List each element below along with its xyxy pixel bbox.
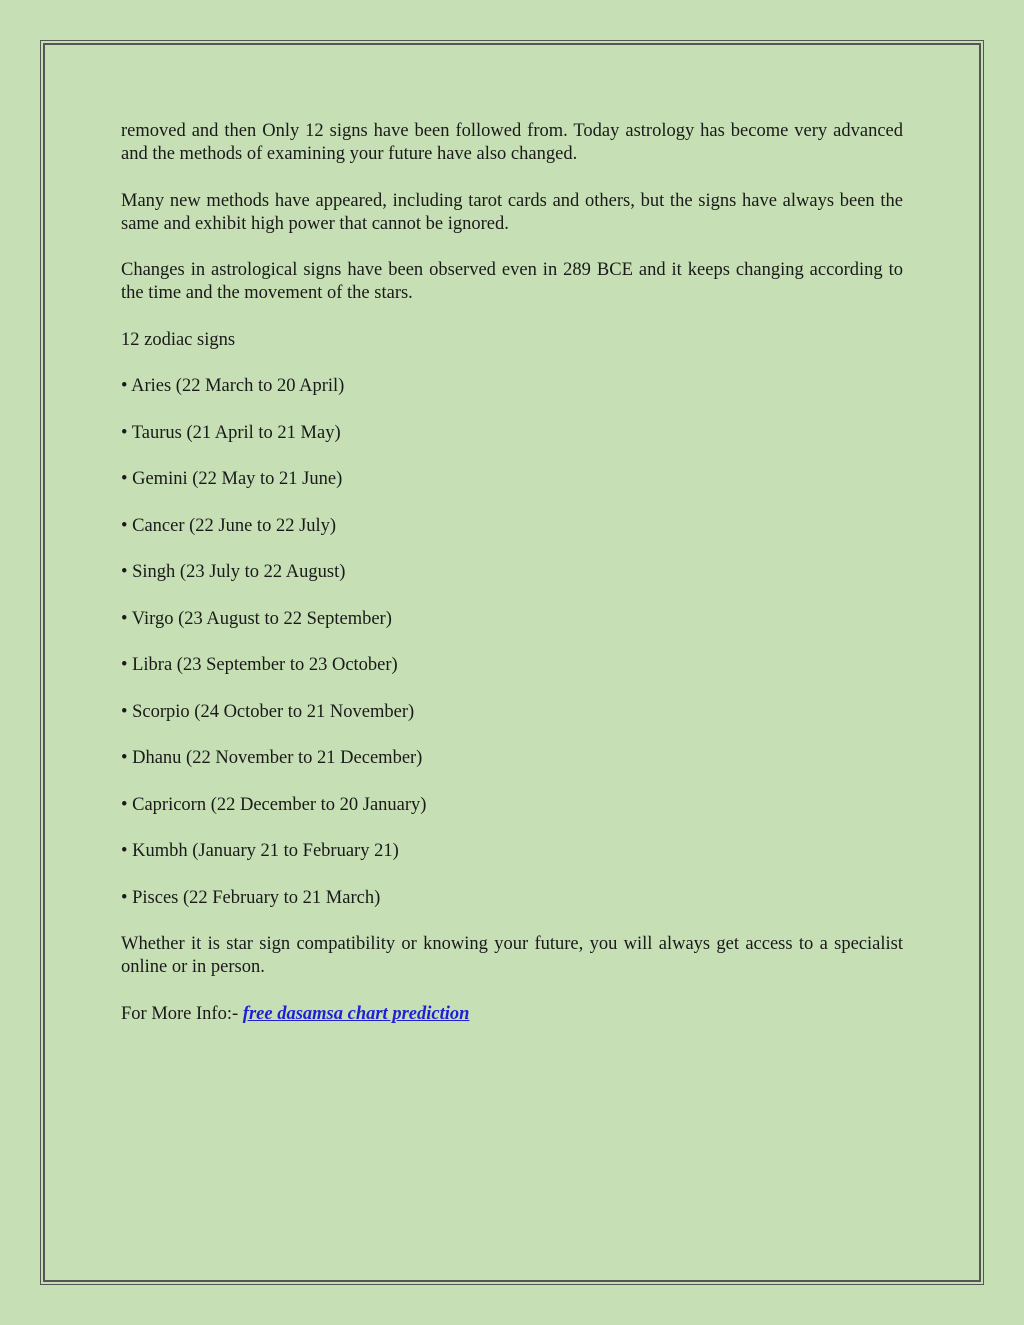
document-body [121,120,903,1049]
list-item: • Virgo (23 August to 22 September) [121,608,392,629]
more-info-line [121,1003,903,1026]
list-item: • Aries (22 March to 20 April) [121,376,345,396]
list-item: • Scorpio (24 October to 21 November) [121,701,415,722]
paragraph-1: removed and then Only 12 signs have been followed from. Today astrology has become very advanced and the methods of examining your future have also changed. [121,121,903,164]
closing-paragraph: Whether it is star sign compatibility or knowing your future, you will always get access to a specialist online or in person. [121,934,903,977]
list-item: • Capricorn (22 December to 20 January) [121,794,427,815]
dasamsa-chart-link[interactable]: free dasamsa chart prediction [242,1003,470,1024]
paragraph-3: Changes in astrological signs have been observed even in 289 BCE and it keeps changing according to the time and the movement of the stars. [121,260,903,303]
list-item: • Dhanu (22 November to 21 December) [121,748,423,768]
list-item: • Gemini (22 May to 21 June) [121,469,343,489]
list-item: • Cancer (22 June to 22 July) [121,515,337,536]
list-item: • Pisces (22 February to 21 March) [121,887,381,908]
list-item: • Taurus (21 April to 21 May) [121,422,341,443]
zodiac-heading: 12 zodiac signs [121,329,236,350]
list-item: • Kumbh (January 21 to February 21) [121,841,399,861]
list-item: • Libra (23 September to 23 October) [121,655,398,675]
more-info-label: For More Info:- [121,1003,239,1024]
paragraph-2: Many new methods have appeared, including tarot cards and others, but the signs have always been the same and exhibit high power that cannot be ignored. [121,190,903,234]
list-item: • Singh (23 July to 22 August) [121,562,346,582]
